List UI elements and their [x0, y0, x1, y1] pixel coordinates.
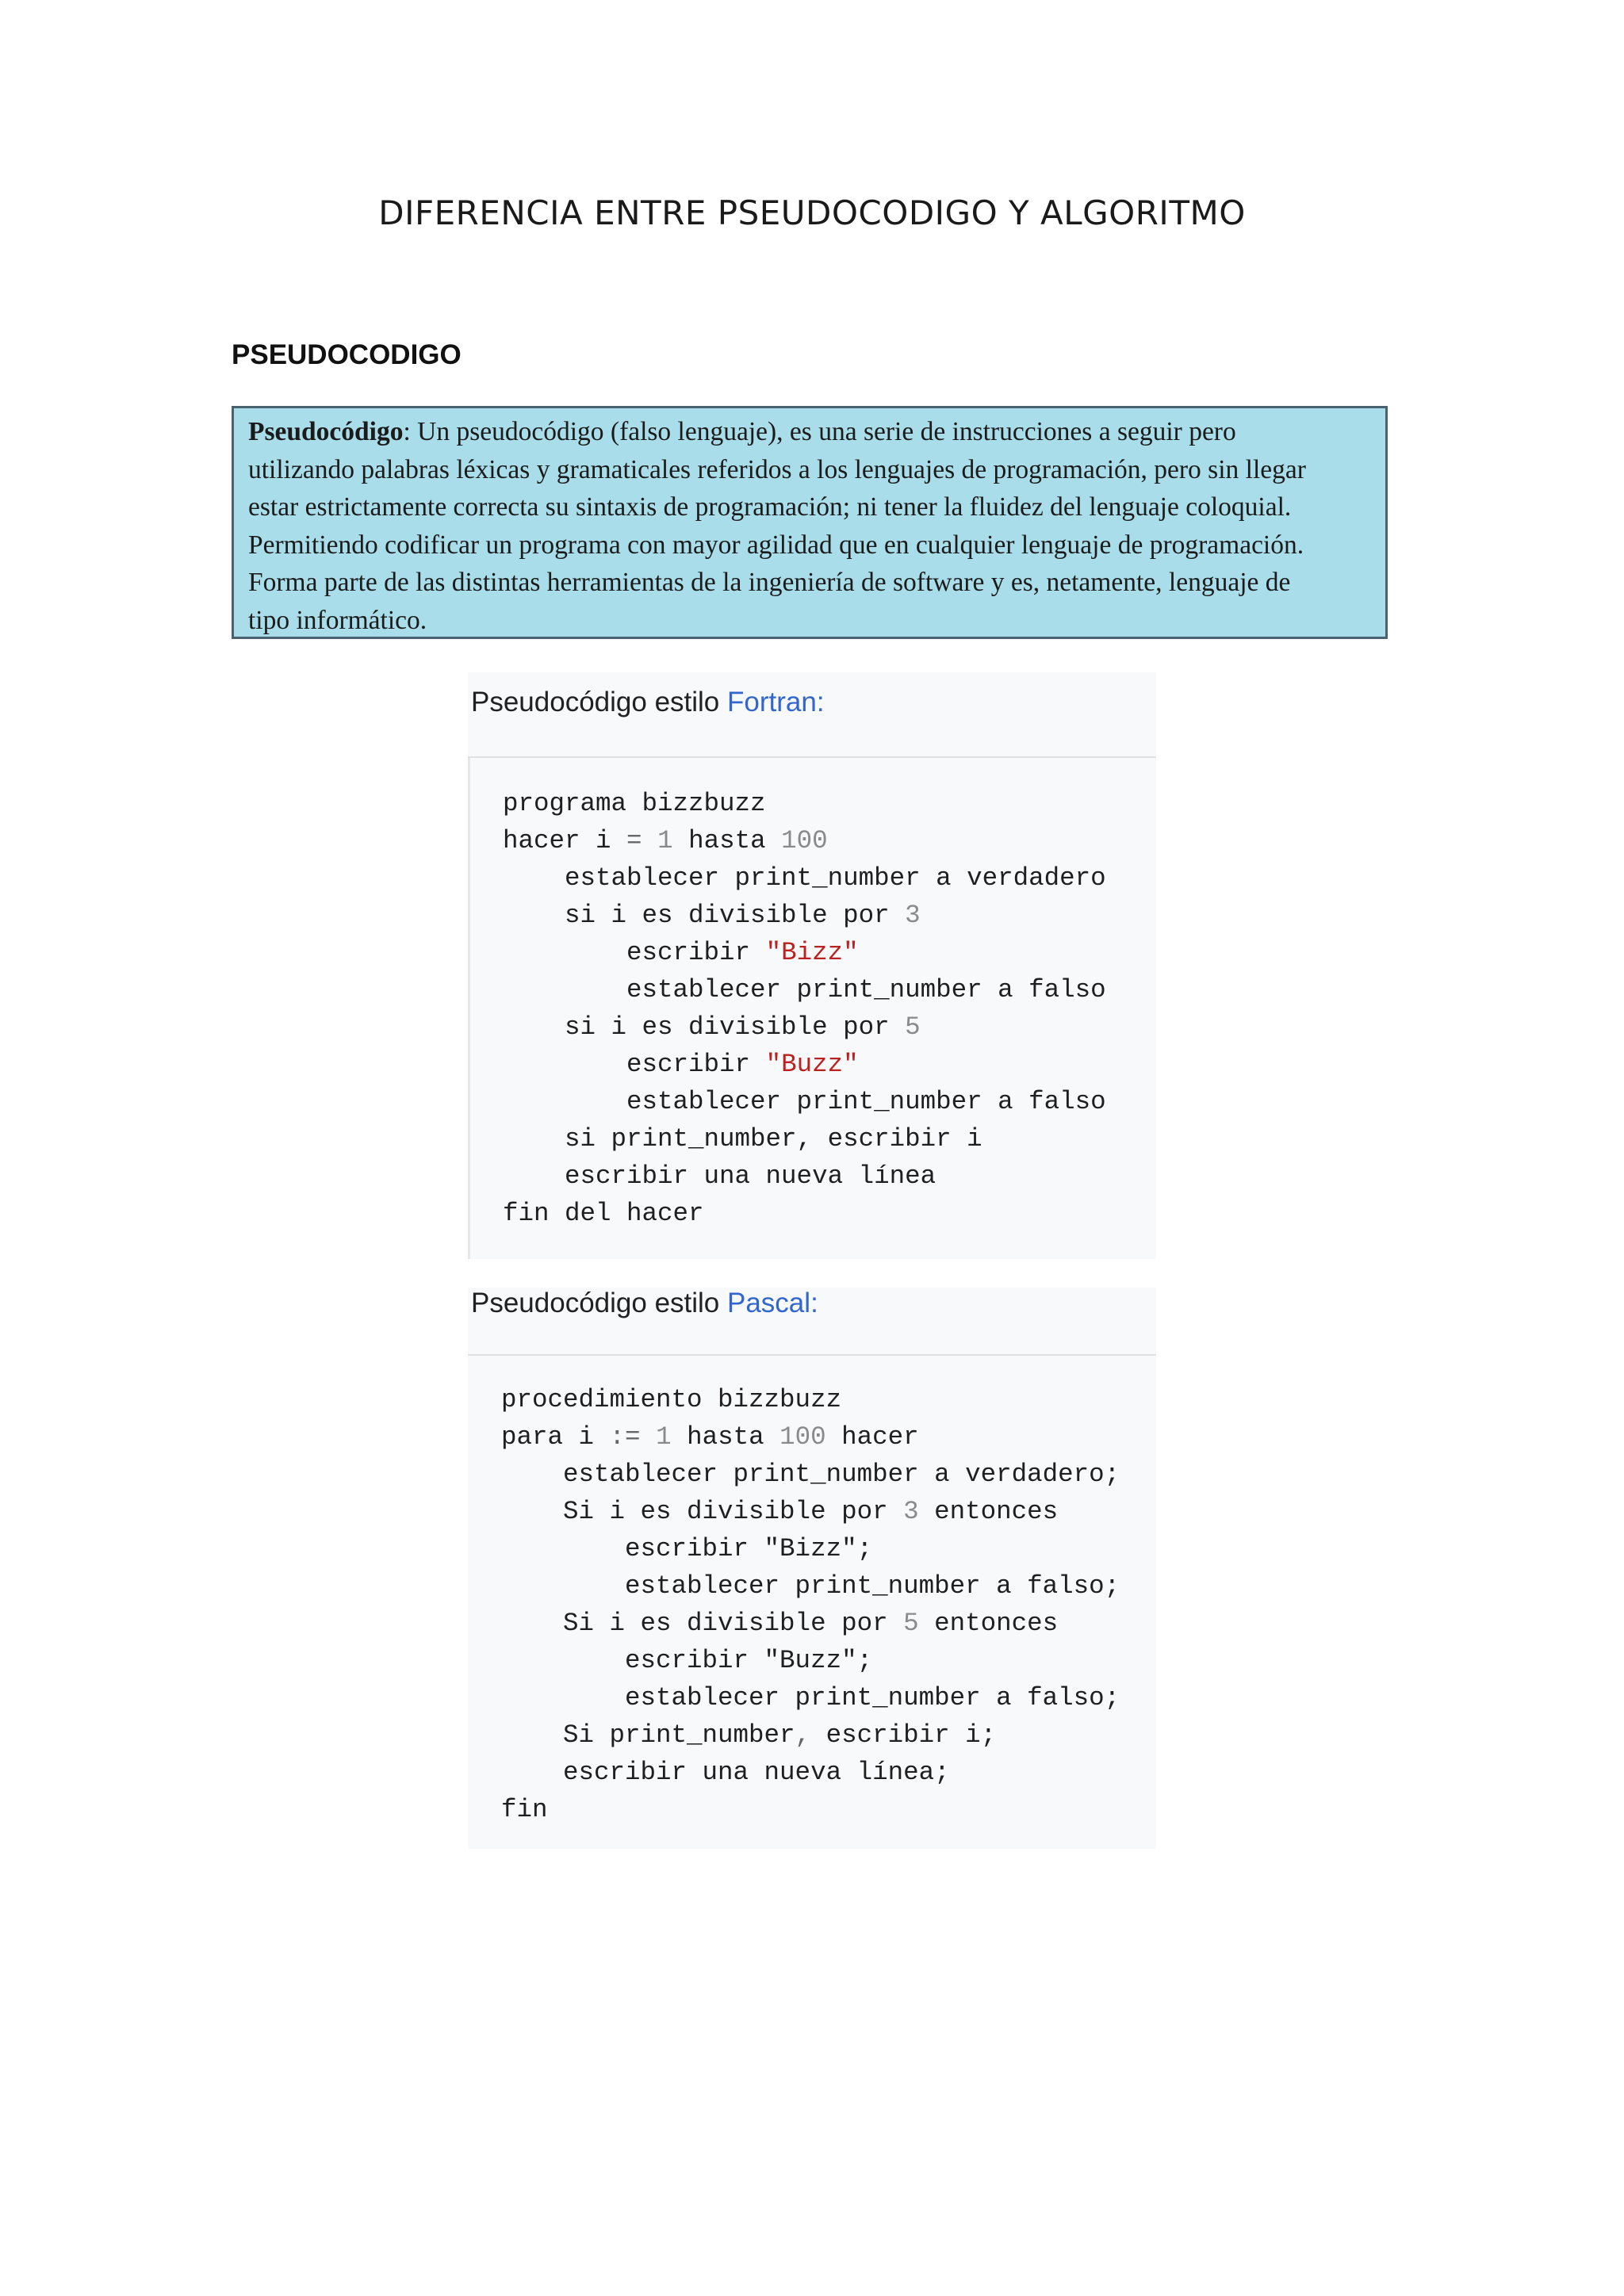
code-line: establecer print_number a falso; — [501, 1571, 1120, 1601]
code-line: si i es divisible por 3 — [503, 901, 921, 930]
definition-line: estar estrictamente correcta su sintaxis de programación; ni tener la fluidez del lenguaje coloquial. — [248, 492, 1292, 522]
code-line: establecer print_number a verdadero — [503, 863, 1106, 893]
code-line: escribir una nueva línea — [503, 1161, 936, 1191]
code-line: establecer print_number a falso — [503, 1087, 1106, 1116]
code-line: programa bizzbuzz — [503, 789, 766, 818]
fortran-caption — [471, 687, 825, 718]
caption-suffix: : — [816, 687, 825, 718]
fortran-link[interactable]: Fortran — [727, 687, 817, 718]
code-left-border — [468, 758, 470, 1259]
code-line: establecer print_number a falso; — [501, 1683, 1120, 1712]
code-line: escribir una nueva línea; — [501, 1758, 950, 1787]
code-line: fin — [501, 1795, 548, 1824]
code-line: escribir "Buzz"; — [501, 1646, 873, 1675]
code-line: Si i es divisible por 3 entonces — [501, 1497, 1059, 1526]
definition-line — [248, 413, 1371, 451]
code-line: escribir "Bizz"; — [501, 1534, 873, 1563]
section-heading: PSEUDOCODIGO — [232, 339, 462, 370]
pascal-snippet — [468, 1288, 1156, 1849]
caption-divider — [468, 756, 1156, 758]
code-line: hacer i = 1 hasta 100 — [503, 826, 828, 855]
pascal-link[interactable]: Pascal — [727, 1288, 811, 1318]
code-line: escribir "Bizz" — [503, 938, 859, 967]
code-line: para i := 1 hasta 100 hacer — [501, 1422, 919, 1452]
definition-text: : Un pseudocódigo (falso lenguaje), es una serie de instrucciones a seguir pero — [403, 417, 1236, 446]
caption-prefix: Pseudocódigo estilo — [471, 687, 727, 718]
pascal-caption — [471, 1288, 818, 1319]
code-line: establecer print_number a verdadero; — [501, 1460, 1120, 1489]
code-line: procedimiento bizzbuzz — [501, 1385, 842, 1414]
definition-line: Permitiendo codificar un programa con mayor agilidad que en cualquier lenguaje de programación. — [248, 530, 1304, 560]
definition-term: Pseudocódigo — [248, 417, 404, 446]
code-line: Si print_number, escribir i; — [501, 1720, 997, 1750]
fortran-snippet — [468, 672, 1156, 1259]
definition-line: tipo informático. — [248, 605, 427, 635]
code-line: establecer print_number a falso — [503, 975, 1106, 1004]
caption-suffix: : — [810, 1288, 818, 1318]
code-line: fin del hacer — [503, 1199, 704, 1228]
definition-box — [232, 406, 1388, 639]
fortran-code-block — [503, 785, 1106, 1232]
caption-divider — [468, 1354, 1156, 1356]
code-line: si print_number, escribir i — [503, 1124, 982, 1154]
definition-line: Forma parte de las distintas herramientas de la ingeniería de software y es, netamente, lenguaje de — [248, 568, 1291, 597]
definition-line: utilizando palabras léxicas y gramaticales referidos a los lenguajes de programación, pero sin llegar — [248, 454, 1306, 484]
code-line: escribir "Buzz" — [503, 1050, 859, 1079]
caption-prefix: Pseudocódigo estilo — [471, 1288, 727, 1318]
code-line: si i es divisible por 5 — [503, 1012, 921, 1042]
page-title: DIFERENCIA ENTRE PSEUDOCODIGO Y ALGORITMO — [378, 193, 1246, 232]
pascal-code-block — [501, 1381, 1120, 1828]
code-line: Si i es divisible por 5 entonces — [501, 1609, 1059, 1638]
